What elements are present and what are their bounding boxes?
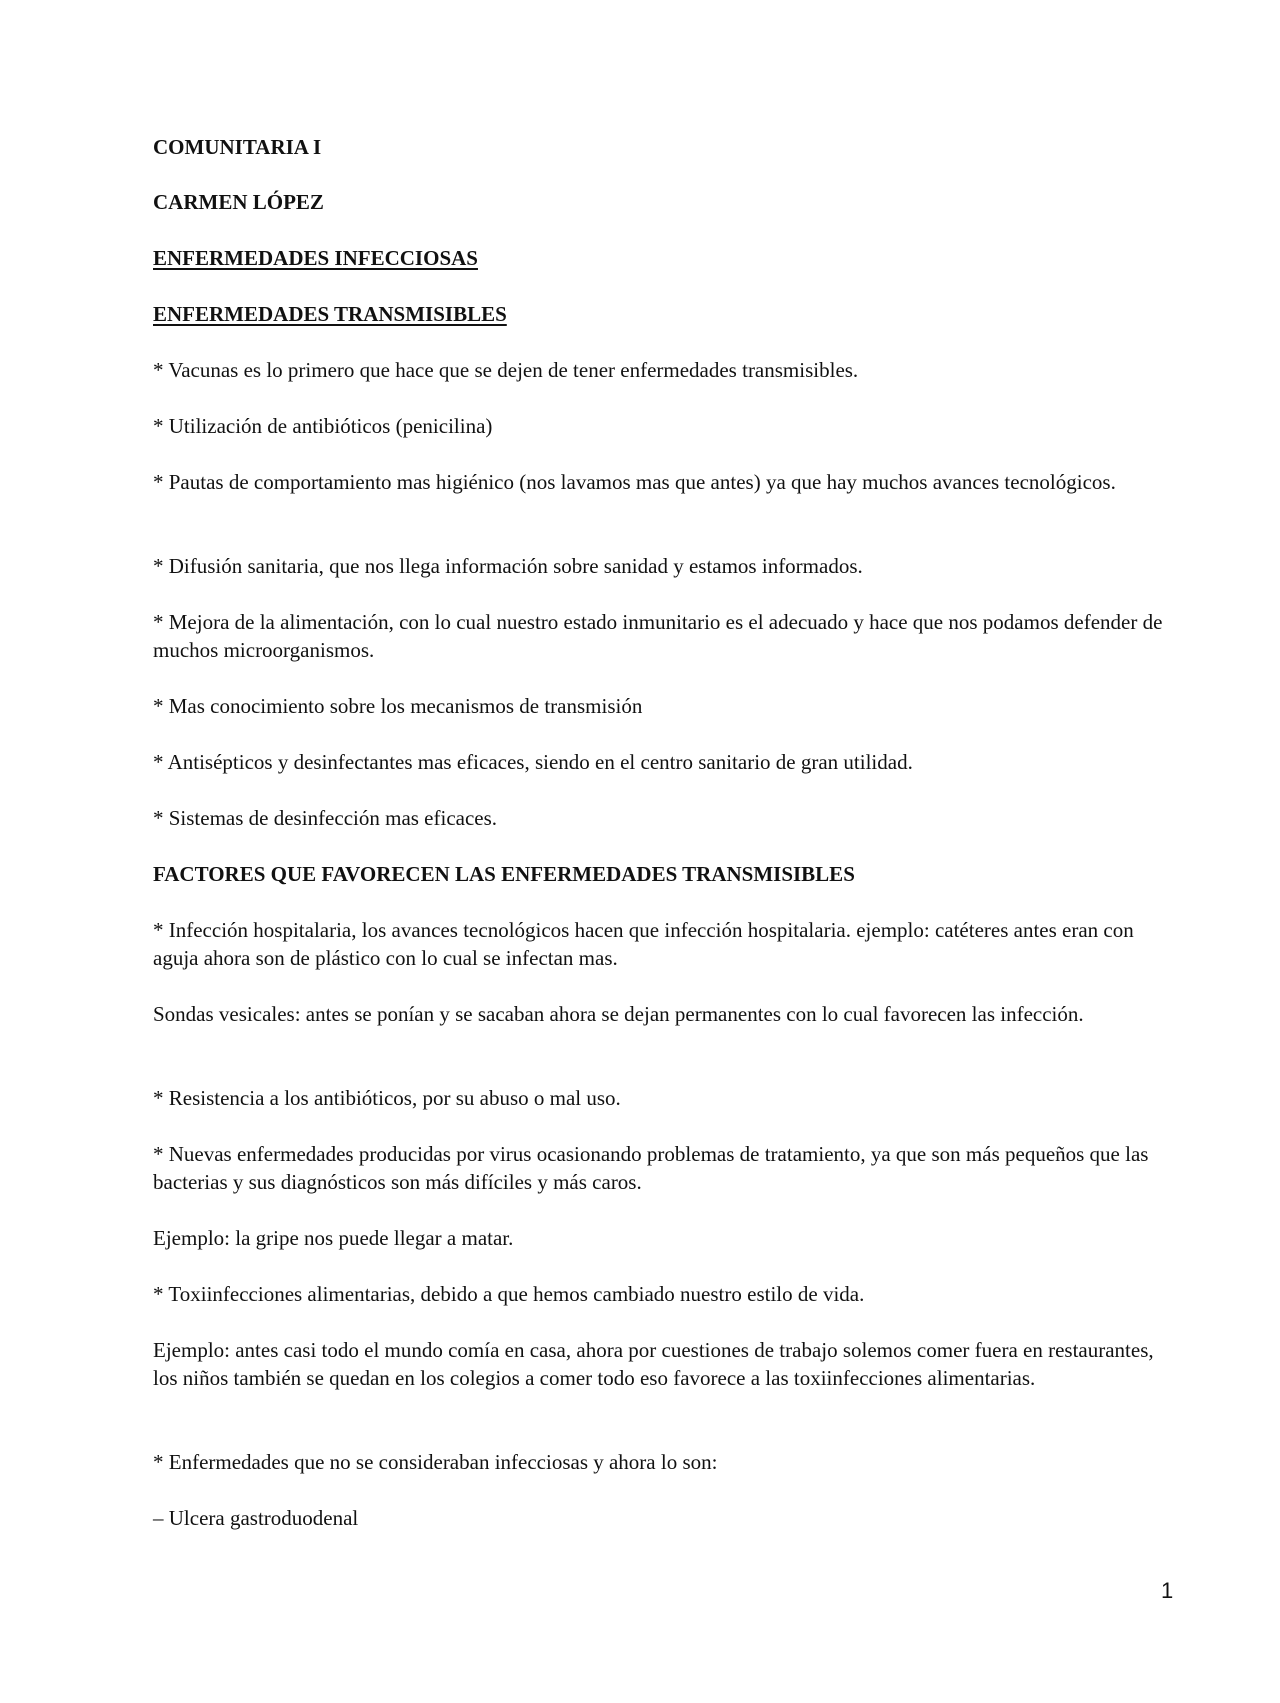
subsection-heading: ENFERMEDADES TRANSMISIBLES — [153, 302, 507, 326]
list-item: * Vacunas es lo primero que hace que se dejen de tener enfermedades transmisibles. — [153, 358, 859, 382]
list-item: * Mas conocimiento sobre los mecanismos de transmisión — [153, 694, 643, 718]
list-item: * Toxiinfecciones alimentarias, debido a que hemos cambiado nuestro estilo de vida. — [153, 1282, 865, 1306]
author-name: CARMEN LÓPEZ — [153, 190, 324, 214]
list-item: Ejemplo: antes casi todo el mundo comía en casa, ahora por cuestiones de trabajo solemos comer fuera en restaurantes, los niños también se quedan en los colegios a comer todo eso favorece a las toxiinfecciones alimentarias. — [153, 1338, 1154, 1390]
list-item: * Utilización de antibióticos (penicilina) — [153, 414, 493, 438]
list-item: Ejemplo: la gripe nos puede llegar a matar. — [153, 1226, 514, 1250]
list-item: * Difusión sanitaria, que nos llega información sobre sanidad y estamos informados. — [153, 554, 863, 578]
list-item: Sondas vesicales: antes se ponían y se sacaban ahora se dejan permanentes con lo cual favorecen las infección. — [153, 1002, 1084, 1026]
list-item: * Sistemas de desinfección mas eficaces. — [153, 806, 498, 830]
list-item: * Antisépticos y desinfectantes mas eficaces, siendo en el centro sanitario de gran utilidad. — [153, 750, 913, 774]
list-item: * Nuevas enfermedades producidas por virus ocasionando problemas de tratamiento, ya que son más pequeños que las bacterias y sus diagnósticos son más difíciles y más caros. — [153, 1142, 1149, 1194]
list-item: * Mejora de la alimentación, con lo cual nuestro estado inmunitario es el adecuado y hace que nos podamos defender de muchos microorganismos. — [153, 610, 1163, 662]
list-item: * Enfermedades que no se consideraban infecciosas y ahora lo son: — [153, 1450, 718, 1474]
list-item: * Resistencia a los antibióticos, por su abuso o mal uso. — [153, 1086, 621, 1110]
list-item: * Infección hospitalaria, los avances tecnológicos hacen que infección hospitalaria. ejemplo: catéteres antes eran con aguja ahora son de plástico con lo cual se infectan mas. — [153, 918, 1134, 970]
section-heading: ENFERMEDADES INFECCIOSAS — [153, 246, 478, 270]
page-number: 1 — [1161, 1578, 1174, 1603]
factors-heading: FACTORES QUE FAVORECEN LAS ENFERMEDADES TRANSMISIBLES — [153, 862, 855, 886]
course-title: COMUNITARIA I — [153, 135, 322, 159]
list-item: * Pautas de comportamiento mas higiénico (nos lavamos mas que antes) ya que hay muchos avances tecnológicos. — [153, 470, 1116, 494]
list-item: – Ulcera gastroduodenal — [153, 1506, 359, 1530]
